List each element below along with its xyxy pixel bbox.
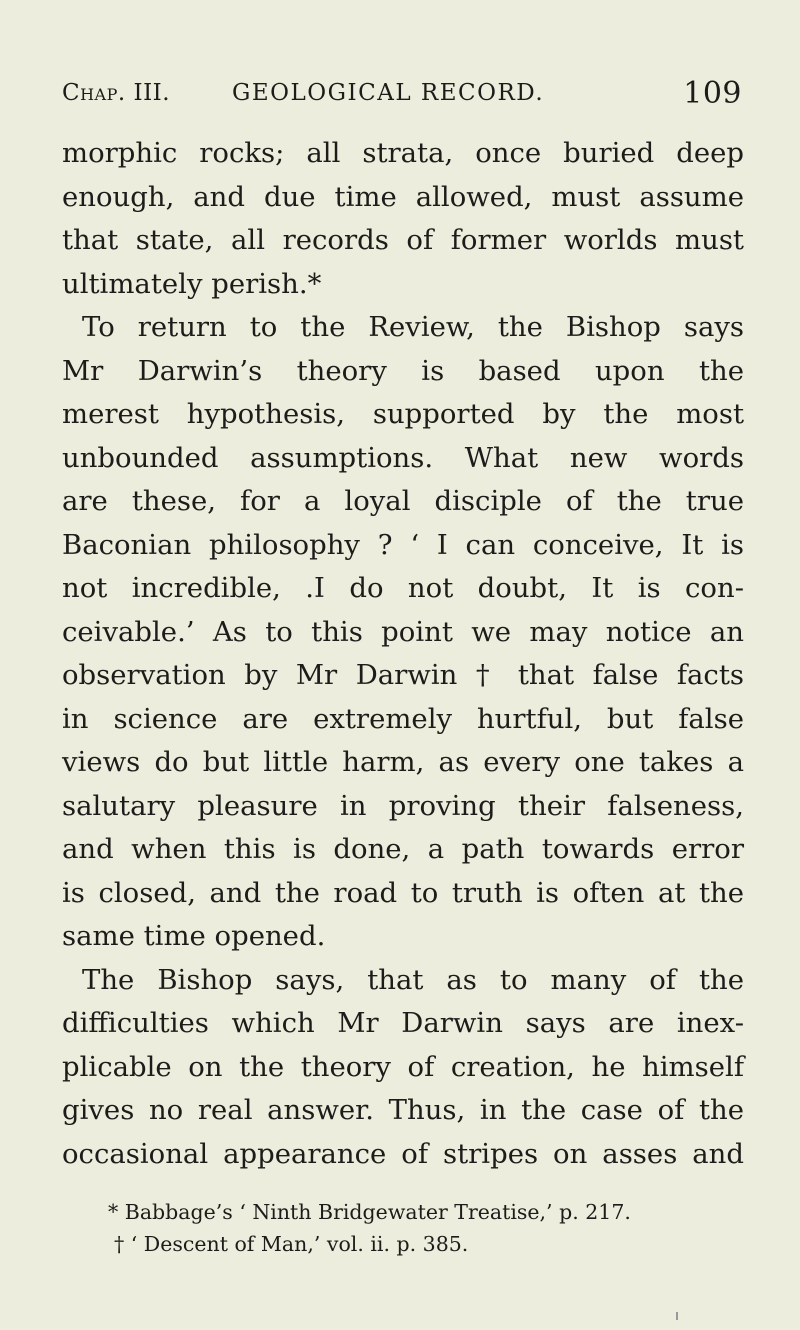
text-line: Mr Darwin’s theory is based upon the <box>62 354 744 387</box>
text-line: is closed, and the road to truth is often at the <box>62 876 744 909</box>
text-line: unbounded assumptions. What new words <box>62 441 744 474</box>
text-line: observation by Mr Darwin † that false facts <box>62 659 744 691</box>
page-number: 109 <box>683 76 742 111</box>
text-line: morphic rocks; all strata, once buried deep <box>62 137 744 169</box>
text-line: To return to the Review, the Bishop says <box>82 311 744 343</box>
page-speck <box>676 1312 678 1320</box>
text-line: gives no real answer. Thus, in the case of the <box>62 1094 744 1126</box>
footnote: † ‘ Descent of Man,’ vol. ii. p. 385. <box>114 1232 469 1256</box>
text-line: occasional appearance of stripes on asses and <box>62 1137 744 1170</box>
text-line: that state, all records of former worlds must <box>62 224 744 256</box>
text-line: and when this is done, a path towards error <box>62 833 744 865</box>
text-line: views do but little harm, as every one takes a <box>62 746 744 778</box>
text-line: ultimately perish.* <box>62 267 322 300</box>
footnotes <box>62 1196 744 1260</box>
text-line: ceivable.’ As to this point we may notice an <box>62 615 744 648</box>
text-line: are these, for a loyal disciple of the true <box>62 485 744 517</box>
text-line: Baconian philosophy ? ‘ I can conceive, It is <box>62 528 744 561</box>
text-line: same time opened. <box>62 920 326 952</box>
text-line: difficulties which Mr Darwin says are inex- <box>62 1007 744 1039</box>
text-line: not incredible, .I do not doubt, It is con- <box>62 572 744 604</box>
text-line: in science are extremely hurtful, but false <box>62 702 744 735</box>
text-line: The Bishop says, that as to many of the <box>82 963 744 996</box>
body-text <box>62 132 744 1176</box>
text-line: merest hypothesis, supported by the most <box>62 398 744 430</box>
running-title: GEOLOGICAL RECORD. <box>232 80 545 106</box>
text-line: enough, and due time allowed, must assume <box>62 180 744 213</box>
footnote: * Babbage’s ‘ Ninth Bridgewater Treatise,’ p. 217. <box>108 1200 631 1224</box>
running-header <box>62 76 742 120</box>
chapter-label: Chap. III. <box>62 80 171 106</box>
text-line: plicable on the theory of creation, he himself <box>62 1050 744 1083</box>
text-line: salutary pleasure in proving their falseness, <box>62 789 744 822</box>
